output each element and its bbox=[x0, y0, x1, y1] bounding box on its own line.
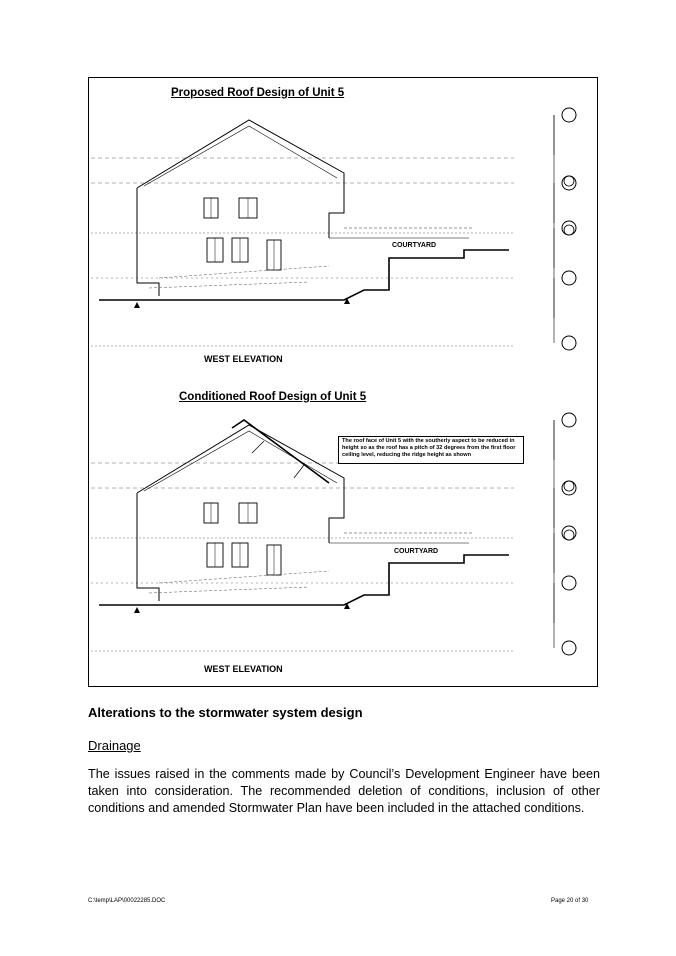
grade-line bbox=[149, 282, 309, 288]
section-heading: Alterations to the stormwater system design bbox=[88, 705, 363, 720]
datum-arrow bbox=[134, 302, 140, 308]
footer-page-number: Page 20 of 30 bbox=[551, 898, 589, 904]
figure-frame bbox=[88, 77, 598, 687]
datum-arrow bbox=[134, 607, 140, 613]
grade-line bbox=[159, 571, 329, 583]
level-marker bbox=[562, 336, 576, 350]
roof-inner-line bbox=[144, 126, 337, 186]
level-marker bbox=[562, 641, 576, 655]
leader-line bbox=[294, 465, 304, 478]
wall-left bbox=[137, 188, 159, 296]
level-marker bbox=[562, 413, 576, 427]
level-marker-inner bbox=[564, 225, 574, 235]
roof-inner-line bbox=[144, 431, 337, 491]
body-paragraph: The issues raised in the comments made by Council’s Development Engineer have been taken into consideration. The recommended deletion of conditions, inclusion of other conditions and amended Stormwater Plan have been included in the attached conditions. bbox=[88, 767, 600, 815]
level-marker bbox=[562, 576, 576, 590]
grade-line bbox=[149, 587, 309, 593]
grade-line bbox=[159, 266, 329, 278]
proposed-courtyard-label: COURTYARD bbox=[392, 242, 437, 249]
leader-line bbox=[252, 441, 264, 453]
roof-outline bbox=[137, 425, 344, 543]
proposed-elevation-label: WEST ELEVATION bbox=[204, 354, 283, 364]
wall-left bbox=[137, 493, 159, 601]
level-marker-inner bbox=[564, 176, 574, 186]
conditioned-elevation-label: WEST ELEVATION bbox=[204, 664, 283, 674]
elevation-drawings bbox=[89, 78, 599, 688]
level-marker-inner bbox=[564, 481, 574, 491]
level-marker bbox=[562, 271, 576, 285]
level-marker-inner bbox=[564, 530, 574, 540]
conditioned-roof-note: The roof face of Unit 5 with the southerly aspect to be reduced in height so as the roof has a pitch of 32 degrees from the first floor ceiling level, reducing the ridge height as shown bbox=[338, 436, 524, 464]
conditioned-roof-title: Conditioned Roof Design of Unit 5 bbox=[179, 391, 367, 403]
level-marker bbox=[562, 108, 576, 122]
drainage-subheading: Drainage bbox=[88, 738, 141, 753]
proposed-roof-title: Proposed Roof Design of Unit 5 bbox=[171, 87, 345, 99]
footer-file-path: C:\temp\LAP\00022285.DOC bbox=[88, 898, 166, 904]
roof-outline bbox=[137, 120, 344, 238]
ground-line bbox=[99, 555, 509, 605]
conditioned-courtyard-label: COURTYARD bbox=[394, 548, 439, 555]
reduced-ridge bbox=[232, 420, 329, 483]
ground-line bbox=[99, 250, 509, 300]
